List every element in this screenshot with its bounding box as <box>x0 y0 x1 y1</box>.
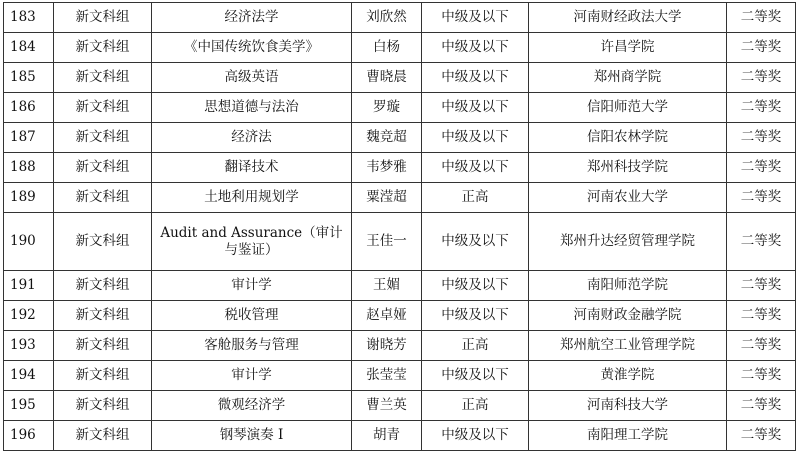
school-name-cell: 许昌学院 <box>529 33 727 63</box>
table-row <box>4 3 796 33</box>
row-number-cell: 188 <box>4 153 54 183</box>
course-name-cell: 土地利用规划学 <box>152 183 352 213</box>
table-row <box>4 93 796 123</box>
teacher-name-cell: 王媚 <box>352 271 422 301</box>
teacher-name-cell: 胡青 <box>352 421 422 451</box>
course-name-cell: 翻译技术 <box>152 153 352 183</box>
award-cell: 二等奖 <box>727 331 796 361</box>
group-cell: 新文科组 <box>54 361 152 391</box>
group-cell: 新文科组 <box>54 213 152 271</box>
title-level-cell: 正高 <box>422 331 529 361</box>
award-cell: 二等奖 <box>727 361 796 391</box>
award-cell: 二等奖 <box>727 301 796 331</box>
row-number-cell: 195 <box>4 391 54 421</box>
awards-table-body <box>4 3 796 451</box>
school-name-cell: 郑州商学院 <box>529 63 727 93</box>
school-name-cell: 郑州航空工业管理学院 <box>529 331 727 361</box>
group-cell: 新文科组 <box>54 331 152 361</box>
group-cell: 新文科组 <box>54 153 152 183</box>
title-level-cell: 中级及以下 <box>422 361 529 391</box>
row-number-cell: 187 <box>4 123 54 153</box>
table-row <box>4 183 796 213</box>
teacher-name-cell: 王佳一 <box>352 213 422 271</box>
awards-table <box>3 2 796 451</box>
school-name-cell: 信阳农林学院 <box>529 123 727 153</box>
course-name-cell: 经济法 <box>152 123 352 153</box>
course-name-cell: 经济法学 <box>152 3 352 33</box>
teacher-name-cell: 刘欣然 <box>352 3 422 33</box>
course-name-cell: 高级英语 <box>152 63 352 93</box>
group-cell: 新文科组 <box>54 421 152 451</box>
course-name-cell: 审计学 <box>152 271 352 301</box>
course-name-cell: 钢琴演奏 I <box>152 421 352 451</box>
award-cell: 二等奖 <box>727 183 796 213</box>
title-level-cell: 中级及以下 <box>422 301 529 331</box>
table-row <box>4 271 796 301</box>
school-name-cell: 河南财经政法大学 <box>529 3 727 33</box>
title-level-cell: 中级及以下 <box>422 123 529 153</box>
group-cell: 新文科组 <box>54 301 152 331</box>
table-row <box>4 421 796 451</box>
course-name-cell: Audit and Assurance（审计与鉴证） <box>152 213 352 271</box>
award-cell: 二等奖 <box>727 213 796 271</box>
course-name-cell: 微观经济学 <box>152 391 352 421</box>
row-number-cell: 185 <box>4 63 54 93</box>
row-number-cell: 186 <box>4 93 54 123</box>
row-number-cell: 192 <box>4 301 54 331</box>
school-name-cell: 郑州科技学院 <box>529 153 727 183</box>
row-number-cell: 189 <box>4 183 54 213</box>
title-level-cell: 中级及以下 <box>422 421 529 451</box>
group-cell: 新文科组 <box>54 63 152 93</box>
title-level-cell: 正高 <box>422 183 529 213</box>
table-row <box>4 33 796 63</box>
row-number-cell: 190 <box>4 213 54 271</box>
title-level-cell: 正高 <box>422 391 529 421</box>
teacher-name-cell: 曹兰英 <box>352 391 422 421</box>
school-name-cell: 信阳师范大学 <box>529 93 727 123</box>
award-cell: 二等奖 <box>727 63 796 93</box>
table-row <box>4 123 796 153</box>
teacher-name-cell: 韦梦雅 <box>352 153 422 183</box>
teacher-name-cell: 魏竞超 <box>352 123 422 153</box>
school-name-cell: 河南农业大学 <box>529 183 727 213</box>
school-name-cell: 郑州升达经贸管理学院 <box>529 213 727 271</box>
row-number-cell: 193 <box>4 331 54 361</box>
group-cell: 新文科组 <box>54 183 152 213</box>
award-cell: 二等奖 <box>727 33 796 63</box>
group-cell: 新文科组 <box>54 3 152 33</box>
group-cell: 新文科组 <box>54 391 152 421</box>
award-cell: 二等奖 <box>727 153 796 183</box>
teacher-name-cell: 曹晓晨 <box>352 63 422 93</box>
table-row <box>4 331 796 361</box>
group-cell: 新文科组 <box>54 93 152 123</box>
table-row <box>4 301 796 331</box>
row-number-cell: 183 <box>4 3 54 33</box>
award-cell: 二等奖 <box>727 391 796 421</box>
award-cell: 二等奖 <box>727 123 796 153</box>
row-number-cell: 191 <box>4 271 54 301</box>
title-level-cell: 中级及以下 <box>422 213 529 271</box>
table-row <box>4 391 796 421</box>
course-name-cell: 税收管理 <box>152 301 352 331</box>
course-name-cell: 客舱服务与管理 <box>152 331 352 361</box>
teacher-name-cell: 粟滢超 <box>352 183 422 213</box>
course-name-cell: 《中国传统饮食美学》 <box>152 33 352 63</box>
row-number-cell: 184 <box>4 33 54 63</box>
table-row <box>4 63 796 93</box>
title-level-cell: 中级及以下 <box>422 271 529 301</box>
table-row <box>4 213 796 271</box>
title-level-cell: 中级及以下 <box>422 93 529 123</box>
table-row <box>4 153 796 183</box>
group-cell: 新文科组 <box>54 271 152 301</box>
teacher-name-cell: 谢晓芳 <box>352 331 422 361</box>
school-name-cell: 河南财政金融学院 <box>529 301 727 331</box>
teacher-name-cell: 张莹莹 <box>352 361 422 391</box>
teacher-name-cell: 罗璇 <box>352 93 422 123</box>
title-level-cell: 中级及以下 <box>422 33 529 63</box>
title-level-cell: 中级及以下 <box>422 3 529 33</box>
teacher-name-cell: 赵卓娅 <box>352 301 422 331</box>
award-cell: 二等奖 <box>727 271 796 301</box>
school-name-cell: 黄淮学院 <box>529 361 727 391</box>
school-name-cell: 河南科技大学 <box>529 391 727 421</box>
table-row <box>4 361 796 391</box>
award-cell: 二等奖 <box>727 3 796 33</box>
group-cell: 新文科组 <box>54 33 152 63</box>
row-number-cell: 194 <box>4 361 54 391</box>
course-name-cell: 思想道德与法治 <box>152 93 352 123</box>
title-level-cell: 中级及以下 <box>422 63 529 93</box>
group-cell: 新文科组 <box>54 123 152 153</box>
school-name-cell: 南阳理工学院 <box>529 421 727 451</box>
school-name-cell: 南阳师范学院 <box>529 271 727 301</box>
award-cell: 二等奖 <box>727 421 796 451</box>
teacher-name-cell: 白杨 <box>352 33 422 63</box>
award-cell: 二等奖 <box>727 93 796 123</box>
row-number-cell: 196 <box>4 421 54 451</box>
course-name-cell: 审计学 <box>152 361 352 391</box>
title-level-cell: 中级及以下 <box>422 153 529 183</box>
